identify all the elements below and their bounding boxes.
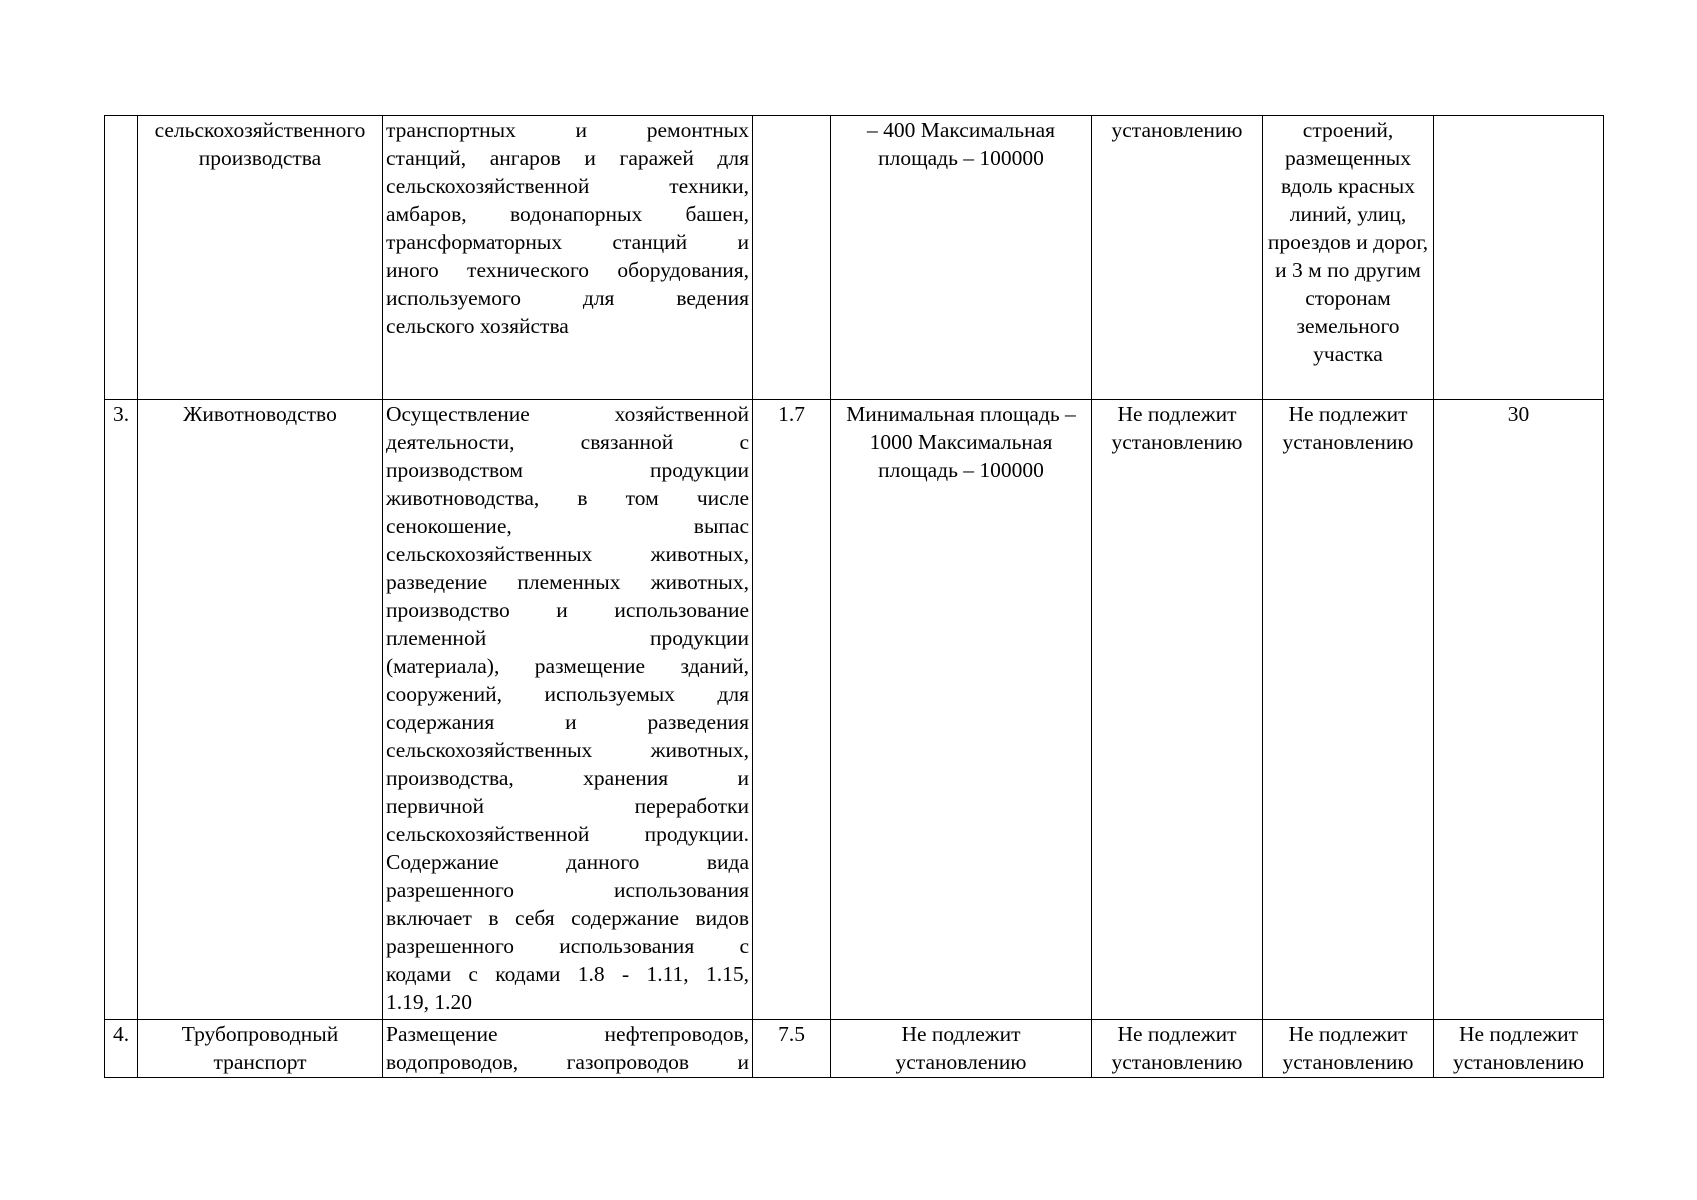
setback-cell: Не подлежит установлению: [1263, 400, 1434, 1020]
row-number-cell: 3.: [105, 400, 138, 1020]
parameter-cell: Не подлежит установлению: [1434, 1020, 1604, 1078]
row-number-cell: 4.: [105, 1020, 138, 1078]
permitted-use-description-cell: Осуществление хозяйственной деятельности, связанной с производством продукции животноводства, в том числе сенокошение, выпас сельскохозяйственных животных, разведение племенных животных, производство и использование племенной продукции (материала), размещение зданий, сооружений, используемых для содержания и разведения сельскохозяйственных животных, производства, хранения и первичной переработки сельскохозяйственной продукции. Содержание данного вида разрешенного использования включает в себя содержание видов разрешенного использования с кодами с кодами 1.8 - 1.11, 1.15, 1.19, 1.20: [383, 400, 753, 1020]
permitted-use-description-cell: Размещение нефтепроводов, водопроводов, газопроводов и: [383, 1020, 753, 1078]
parameter-cell: [1434, 116, 1604, 400]
plot-area-cell: Минимальная площадь – 1000 Максимальная площадь – 100000: [831, 400, 1092, 1020]
setback-cell: Не подлежит установлению: [1263, 1020, 1434, 1078]
permitted-use-description-cell: транспортных и ремонтных станций, ангаров и гаражей для сельскохозяйственной техники, амбаров, водонапорных башен, трансформаторных станций и иного технического оборудования, используемого для ведения сельского хозяйства: [383, 116, 753, 400]
regulation-cell: Не подлежит установлению: [1092, 1020, 1263, 1078]
use-code-cell: [753, 116, 831, 400]
permitted-use-name-cell: Животноводство: [138, 400, 383, 1020]
use-code-cell: 1.7: [753, 400, 831, 1020]
table-row: [105, 400, 1604, 1020]
permitted-use-name-cell: сельскохозяйственного производства: [138, 116, 383, 400]
regulation-cell: установлению: [1092, 116, 1263, 400]
permitted-use-name-cell: Трубопроводный транспорт: [138, 1020, 383, 1078]
row-number-cell: [105, 116, 138, 400]
use-code-cell: 7.5: [753, 1020, 831, 1078]
table-row: [105, 116, 1604, 400]
plot-area-cell: – 400 Максимальная площадь – 100000: [831, 116, 1092, 400]
setback-cell: строений, размещенных вдоль красных линий, улиц, проездов и дорог, и 3 м по другим сторонам земельного участка: [1263, 116, 1434, 400]
parameter-cell: 30: [1434, 400, 1604, 1020]
regulation-cell: Не подлежит установлению: [1092, 400, 1263, 1020]
table-row: [105, 1020, 1604, 1078]
land-use-regulations-table: [104, 115, 1604, 1078]
plot-area-cell: Не подлежит установлению: [831, 1020, 1092, 1078]
